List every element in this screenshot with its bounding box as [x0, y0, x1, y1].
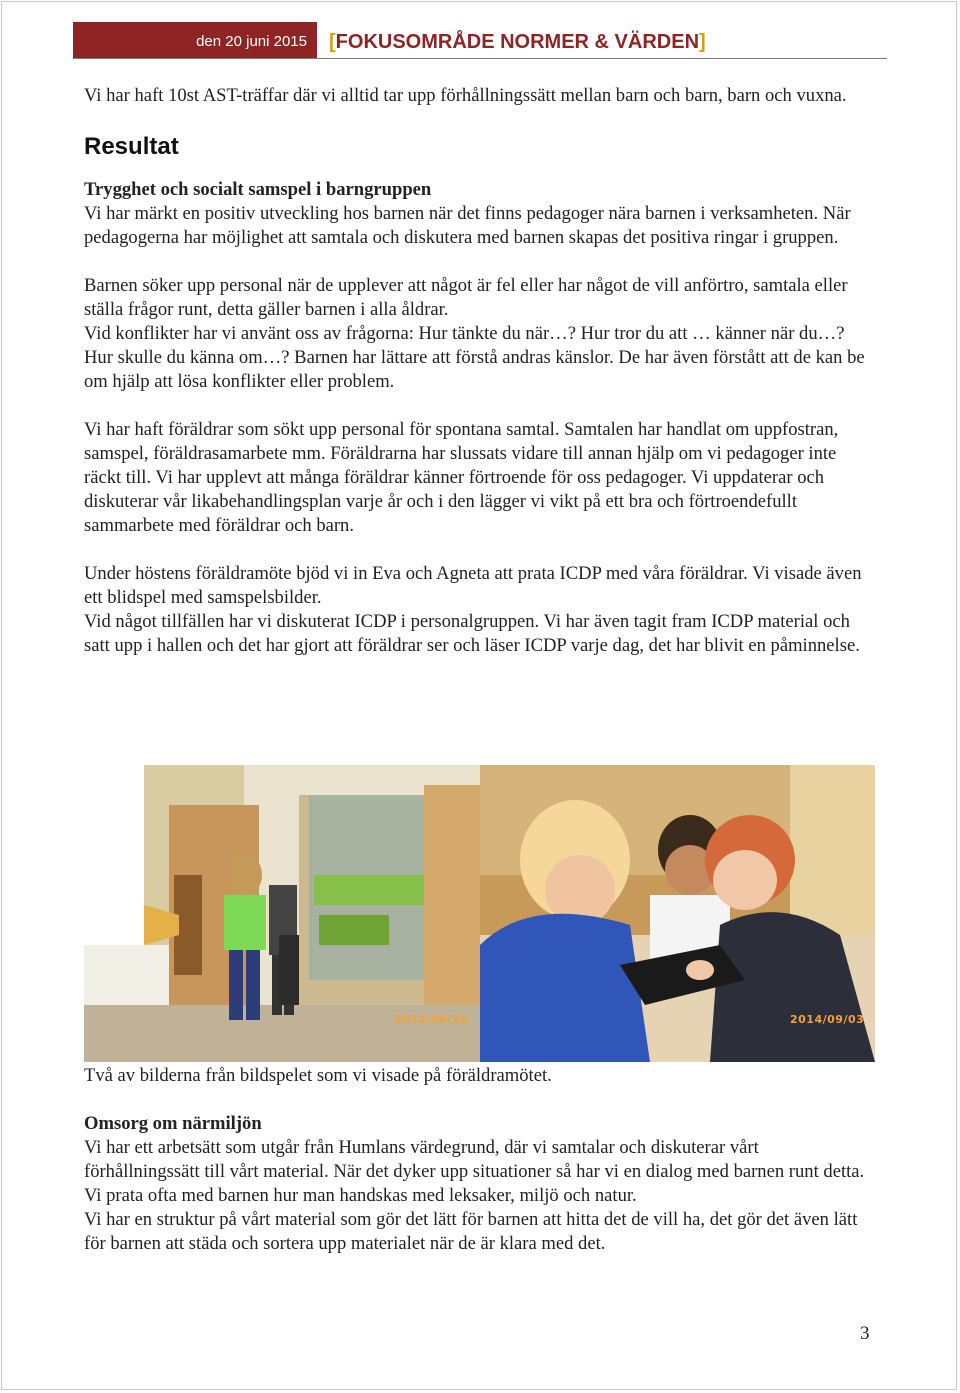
section-title: Resultat: [84, 133, 179, 160]
paragraph: Under höstens föräldramöte bjöd vi in Eva och Agneta att prata ICDP med våra föräldrar. Vi visade även ett blidspel med samspelsbilder.: [84, 563, 862, 608]
header-title-text: FOKUSOMRÅDE NORMER & VÄRDEN: [335, 31, 700, 53]
subsection-title-omsorg: Omsorg om närmiljön: [84, 1113, 262, 1134]
section-content: [84, 1112, 874, 1256]
paragraph: Barnen söker upp personal när de upplever att något är fel eller har något de vill anförtro, samtala eller ställa frågor runt, detta gäller barnen i alla åldrar.: [84, 275, 848, 320]
photo-caption: Två av bilderna från bildspelet som vi visade på föräldramötet.: [84, 1065, 552, 1086]
paragraph: Vid konflikter har vi använt oss av frågorna: Hur tänkte du när…? Hur tror du att … känner när du…? Hur skulle du känna om…? Barnen har lättare att förstå andras känslor. De har även förstått att de kan be om hjälp att lösa konflikter eller problem.: [84, 323, 865, 392]
header-bracket-close: ]: [699, 31, 706, 53]
intro-paragraph: Vi har haft 10st AST-träffar där vi alltid tar upp förhållningssätt mellan barn och barn, barn och vuxna.: [84, 85, 847, 106]
paragraph: Vi har en struktur på vårt material som gör det lätt för barnen att hitta det de vill ha, det gör det även lätt för barnen att städa och sortera upp materialet när de är klara med det.: [84, 1209, 858, 1254]
page-number: 3: [860, 1323, 870, 1344]
header-date: den 20 juni 2015: [73, 22, 317, 58]
photo-date-stamp: 2014/06/26: [394, 1013, 469, 1026]
photo-children-hallway: [84, 765, 480, 1062]
main-content: [84, 84, 874, 658]
photo-strip: [84, 765, 875, 1062]
paragraph: Vid något tillfällen har vi diskuterat ICDP i personalgruppen. Vi har även tagit fram ICDP material och satt upp i hallen och det har gjort att föräldrar ser och läser ICDP varje dag, det har blivit en påminnelse.: [84, 611, 860, 656]
header-bracket-open: [: [329, 31, 336, 53]
paragraph: Vi har ett arbetsätt som utgår från Humlans värdegrund, där vi samtalar och diskuterar vårt förhållningssätt till vårt material. När det dyker upp situationer så har vi en dialog med barnen runt detta. Vi prata ofta med barnen hur man handskas med leksaker, miljö och natur.: [84, 1137, 865, 1206]
photo-date-stamp: 2014/09/03: [790, 1013, 865, 1026]
page-header: [73, 22, 887, 59]
header-title: [329, 22, 706, 58]
paragraph: Vi har märkt en positiv utveckling hos barnen när det finns pedagoger nära barnen i verksamheten. När pedagogerna har möjlighet att samtala och diskutera med barnen skapas det positiva ringar i gruppen.: [84, 203, 851, 248]
photo-children-tablet: [480, 765, 875, 1062]
subsection-title-trygghet: Trygghet och socialt samspel i barngruppen: [84, 179, 432, 200]
paragraph: Vi har haft föräldrar som sökt upp personal för spontana samtal. Samtalen har handlat om uppfostran, samspel, föräldrasamarbete mm. Föräldrarna har slussats vidare till annan hjälp om vi pedagoger inte räckt till. Vi har upplevt att många föräldrar känner förtroende för oss pedagoger. Vi uppdaterar och diskuterar vår likabehandlingsplan varje år och i den lägger vi vikt på ett bra och förtroendefullt sammarbete med föräldrar och barn.: [84, 419, 839, 536]
